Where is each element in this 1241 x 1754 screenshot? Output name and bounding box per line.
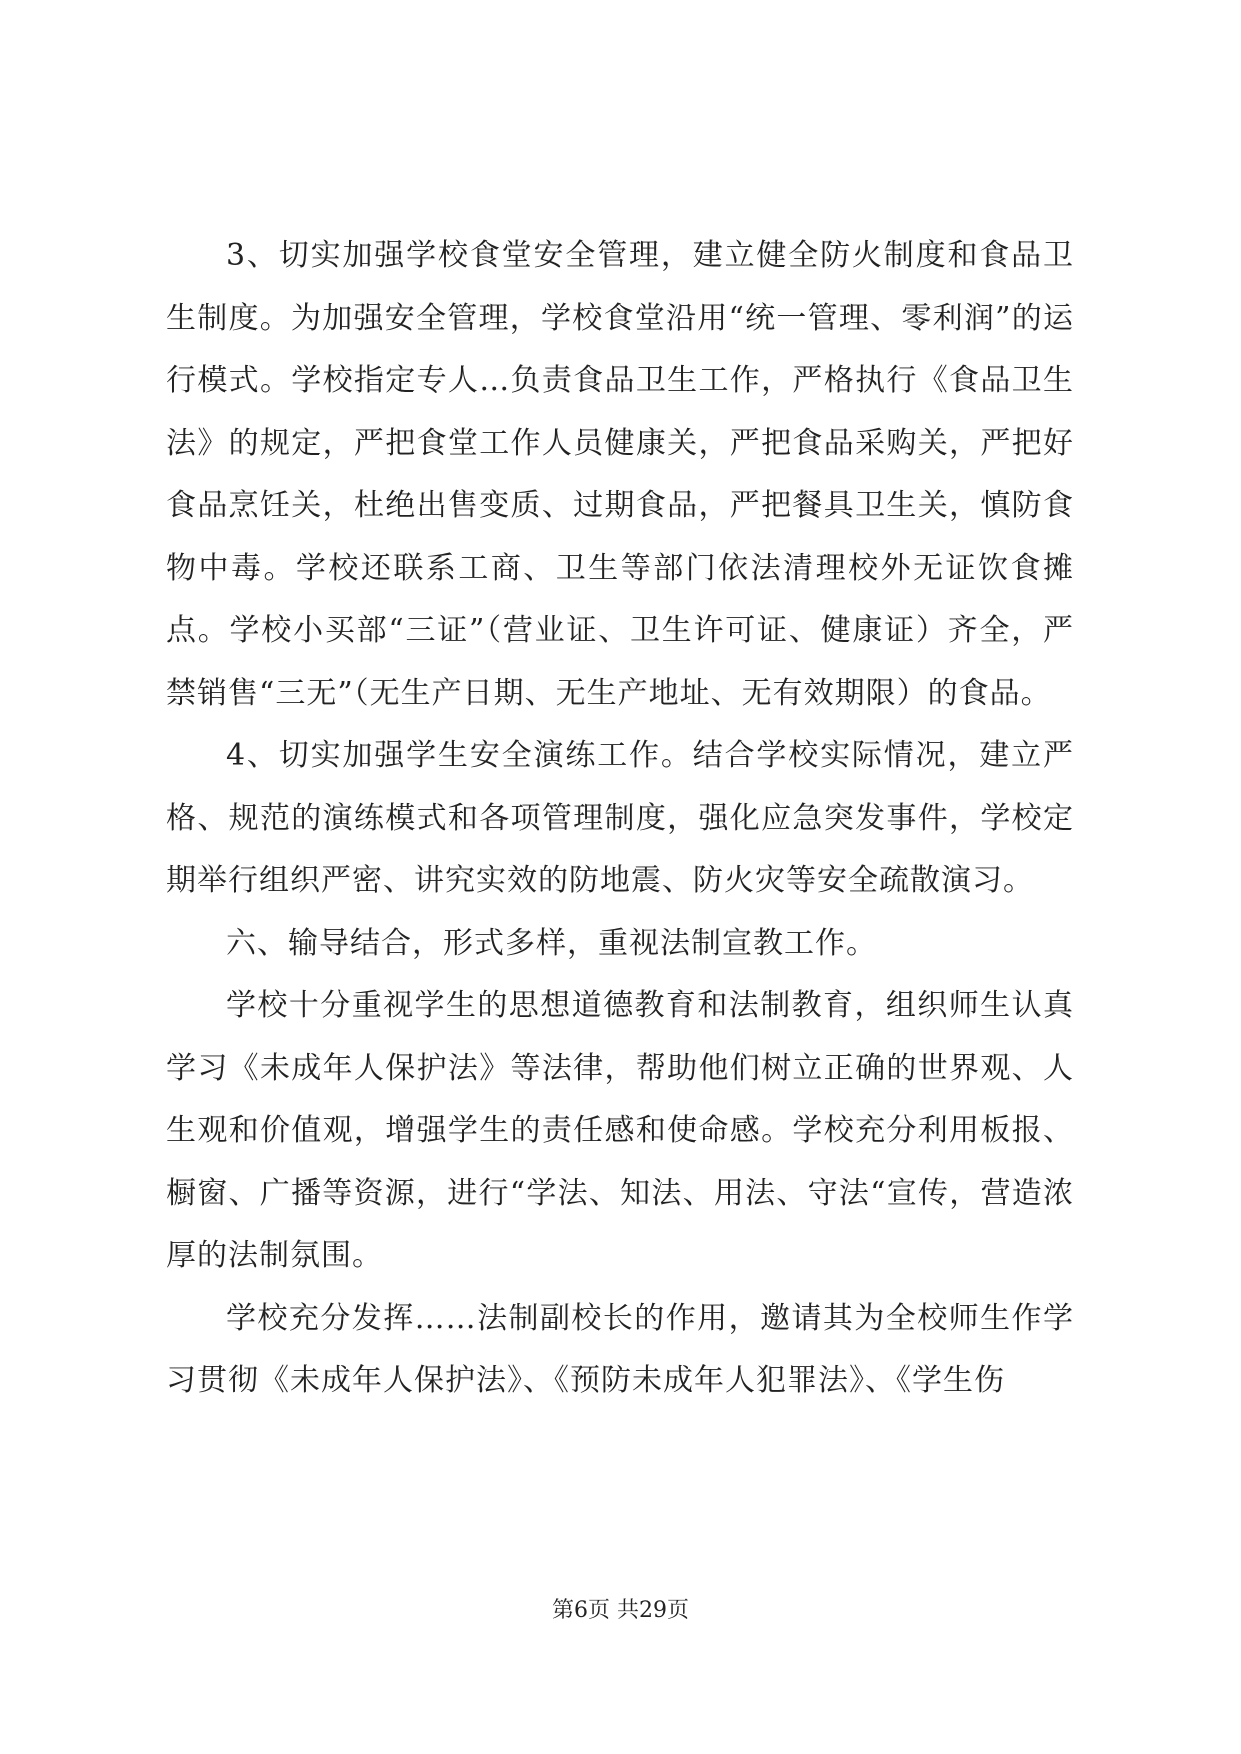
paragraph-legal-education: 学校十分重视学生的思想道德教育和法制教育，组织师生认真学习《未成年人保护法》等法律，帮助他们树立正确的世界观、人生观和价值观，增强学生的责任感和使命感。学校充分利用板报、橱窗、广播等资源，进行“学法、知法、用法、守法“宣传，营造浓厚的法制氛围。 (166, 988, 1074, 1273)
section-heading-legal-education: 六、输导结合，形式多样，重视法制宣教工作。 (226, 925, 877, 961)
paragraph-safety-drills: 4、切实加强学生安全演练工作。结合学校实际情况，建立严格、规范的演练模式和各项管理制度，强化应急突发事件，学校定期举行组织严密、讲究实效的防地震、防火灾等安全疏散演习。 (166, 738, 1074, 898)
document-body (166, 225, 1074, 1413)
paragraph-canteen-safety: 3、切实加强学校食堂安全管理，建立健全防火制度和食品卫生制度。为加强安全管理，学校食堂沿用“统一管理、零利润”的运行模式。学校指定专人…负责食品卫生工作，严格执行《食品卫生法》的规定，严把食堂工作人员健康关，严把食品采购关，严把好食品烹饪关，杜绝出售变质、过期食品，严把餐具卫生关，慎防食物中毒。学校还联系工商、卫生等部门依法清理校外无证饮食摊点。学校小买部“三证”（营业证、卫生许可证、健康证）齐全，严禁销售“三无”（无生产日期、无生产地址、无有效期限）的食品。 (166, 238, 1074, 711)
paragraph-vice-principal: 学校充分发挥……法制副校长的作用，邀请其为全校师生作学习贯彻《未成年人保护法》、《预防未成年人犯罪法》、《学生伤 (166, 1300, 1074, 1398)
page-number-footer: 第6页 共29页 (552, 1598, 689, 1623)
